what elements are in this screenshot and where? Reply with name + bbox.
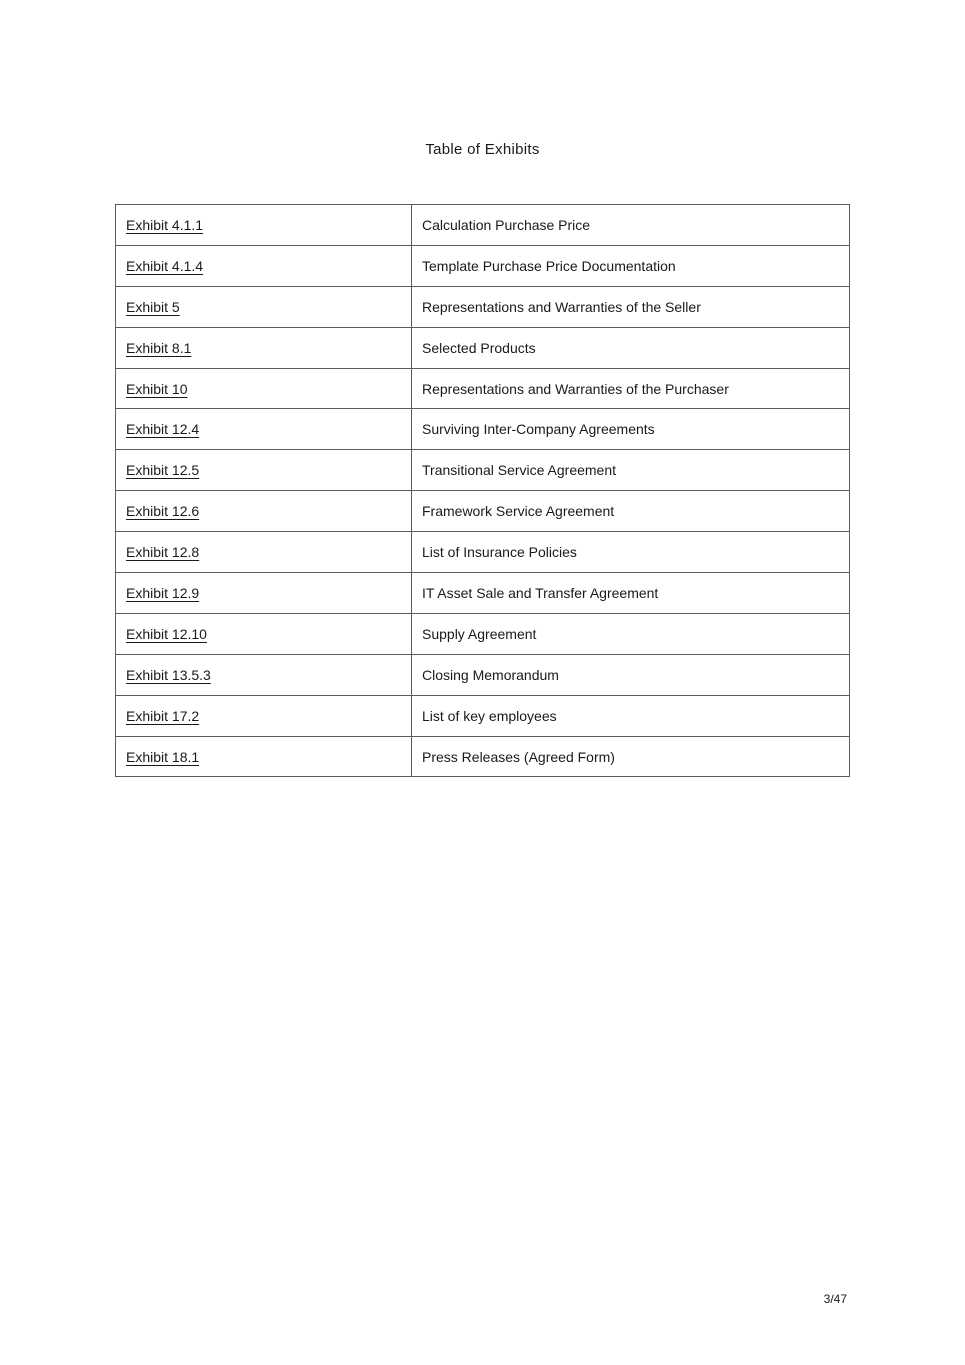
exhibit-description: Representations and Warranties of the Purchaser [412, 368, 850, 409]
exhibit-description: List of Insurance Policies [412, 532, 850, 573]
table-row [116, 736, 850, 777]
table-row [116, 368, 850, 409]
exhibit-description: List of key employees [412, 695, 850, 736]
table-row [116, 205, 850, 246]
table-row [116, 695, 850, 736]
exhibits-table [115, 204, 850, 777]
exhibit-cell [116, 573, 412, 614]
table-row [116, 245, 850, 286]
exhibit-link[interactable]: Exhibit 4.1.1 [126, 216, 204, 233]
table-row [116, 491, 850, 532]
exhibit-cell [116, 409, 412, 450]
exhibit-cell [116, 491, 412, 532]
exhibits-table-body [116, 205, 850, 777]
table-row [116, 654, 850, 695]
exhibit-cell [116, 736, 412, 777]
table-row [116, 573, 850, 614]
table-row [116, 532, 850, 573]
exhibit-description: Surviving Inter-Company Agreements [412, 409, 850, 450]
exhibit-cell [116, 327, 412, 368]
page-title: Table of Exhibits [425, 141, 540, 158]
exhibit-description: IT Asset Sale and Transfer Agreement [412, 573, 850, 614]
exhibit-link[interactable]: Exhibit 12.8 [126, 544, 200, 561]
exhibit-cell [116, 654, 412, 695]
exhibit-description: Template Purchase Price Documentation [412, 245, 850, 286]
exhibit-link[interactable]: Exhibit 12.5 [126, 462, 200, 479]
exhibit-description: Calculation Purchase Price [412, 205, 850, 246]
exhibit-link[interactable]: Exhibit 18.1 [126, 748, 200, 765]
exhibit-link[interactable]: Exhibit 12.6 [126, 503, 200, 520]
exhibit-link[interactable]: Exhibit 12.10 [126, 625, 207, 642]
exhibit-link[interactable]: Exhibit 8.1 [126, 339, 192, 356]
exhibit-cell [116, 532, 412, 573]
table-row [116, 450, 850, 491]
exhibit-cell [116, 695, 412, 736]
exhibit-cell [116, 245, 412, 286]
exhibit-link[interactable]: Exhibit 5 [126, 298, 180, 315]
exhibit-link[interactable]: Exhibit 10 [126, 380, 188, 397]
exhibit-cell [116, 450, 412, 491]
table-row [116, 409, 850, 450]
page-number: 3/47 [823, 1292, 847, 1306]
exhibit-cell [116, 613, 412, 654]
exhibit-description: Press Releases (Agreed Form) [412, 736, 850, 777]
exhibit-description: Closing Memorandum [412, 654, 850, 695]
exhibit-description: Framework Service Agreement [412, 491, 850, 532]
exhibit-link[interactable]: Exhibit 4.1.4 [126, 257, 204, 274]
table-row [116, 327, 850, 368]
exhibit-description: Selected Products [412, 327, 850, 368]
table-row [116, 286, 850, 327]
exhibit-link[interactable]: Exhibit 12.9 [126, 584, 200, 601]
exhibit-cell [116, 286, 412, 327]
exhibit-description: Transitional Service Agreement [412, 450, 850, 491]
exhibit-description: Supply Agreement [412, 613, 850, 654]
exhibit-link[interactable]: Exhibit 17.2 [126, 707, 200, 724]
exhibit-cell [116, 205, 412, 246]
exhibit-description: Representations and Warranties of the Seller [412, 286, 850, 327]
table-row [116, 613, 850, 654]
exhibit-cell [116, 368, 412, 409]
exhibit-link[interactable]: Exhibit 13.5.3 [126, 666, 211, 683]
exhibit-link[interactable]: Exhibit 12.4 [126, 421, 200, 438]
